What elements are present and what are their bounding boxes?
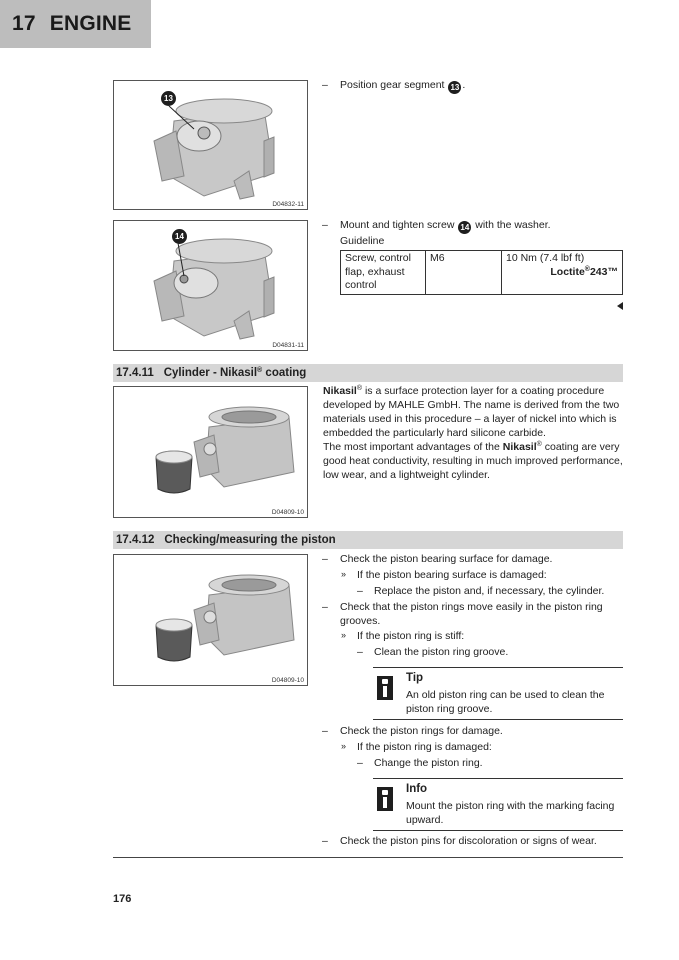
- step-symbol: »: [341, 569, 347, 579]
- step-text: If the piston ring is damaged:: [357, 741, 492, 753]
- step-text: Check the piston bearing surface for damage.: [340, 553, 553, 565]
- step-mount-screw: [340, 218, 551, 234]
- figure-cylinder-piston: [113, 554, 308, 686]
- figure-control-screw: [113, 220, 308, 351]
- nikasil-term: Nikasil: [502, 441, 537, 453]
- tip-body: An old piston ring can be used to clean the piston ring groove.: [406, 689, 605, 715]
- registered-mark: ®: [356, 385, 363, 392]
- figure-code: D04809-10: [271, 509, 304, 516]
- step-position-gear: [340, 78, 465, 94]
- step-symbol: –: [322, 725, 328, 737]
- callout-13: 13: [161, 91, 176, 106]
- step-text: Check that the piston rings move easily in the piston ring grooves.: [340, 601, 603, 627]
- cylinder-illustration: [114, 81, 308, 210]
- info-body: Mount the piston ring with the marking facing upward.: [406, 800, 615, 826]
- step-text: If the piston ring is stiff:: [357, 630, 465, 642]
- spec-item: Screw, control flap, exhaust control: [341, 251, 426, 295]
- step-text: Replace the piston and, if necessary, the cylinder.: [374, 585, 605, 597]
- step-text: If the piston bearing surface is damaged:: [357, 569, 547, 581]
- step-symbol: –: [322, 601, 328, 613]
- section-title: Cylinder - Nikasil: [163, 367, 258, 379]
- guideline-label: Guideline: [340, 235, 385, 247]
- registered-mark: ®: [536, 441, 542, 448]
- torque-spec-table: [340, 250, 623, 295]
- step-symbol: –: [357, 757, 363, 769]
- paragraph-text: is a surface protection layer for a coating procedure developed by MAHLE GmbH. The name is derived from the two materials used in this procedure – a layer of nickel into which is embedded the particularly hard silicone carbide.: [323, 385, 620, 439]
- adhesive-number: 243™: [589, 265, 618, 278]
- spec-adhesive: [506, 266, 618, 280]
- section-heading-nikasil: [113, 364, 623, 382]
- section-title-tail: coating: [265, 367, 307, 379]
- step-text: Mount and tighten screw: [340, 219, 455, 231]
- nikasil-paragraph-2: [323, 440, 623, 482]
- step-symbol: –: [357, 585, 363, 597]
- step-symbol: –: [322, 835, 328, 847]
- section-title: Checking/measuring the piston: [164, 534, 336, 546]
- figure-cylinder-piston: [113, 386, 308, 518]
- step-text-tail: with the washer.: [475, 219, 551, 231]
- callout-14: 14: [458, 221, 471, 234]
- spec-thread: M6: [426, 251, 502, 295]
- adhesive-name: Loctite: [550, 265, 585, 278]
- info-title: Info: [406, 783, 428, 795]
- step-text: Change the piston ring.: [374, 757, 483, 769]
- end-of-procedure-icon: [617, 302, 623, 310]
- nikasil-paragraph-1: [323, 384, 623, 440]
- chapter-header: [0, 0, 151, 48]
- figure-code: D04832-11: [272, 201, 304, 208]
- step-text: Check the piston rings for damage.: [340, 725, 503, 737]
- spec-torque-cell: [502, 251, 623, 295]
- tip-box: [373, 667, 623, 720]
- cylinder-piston-illustration: [114, 387, 308, 518]
- step-text: Clean the piston ring groove.: [374, 646, 509, 658]
- registered-mark: ®: [257, 367, 263, 374]
- step-symbol: –: [322, 553, 328, 565]
- step-text: Check the piston pins for discoloration or signs of wear.: [340, 835, 597, 847]
- step-symbol: »: [341, 741, 347, 751]
- divider: [113, 857, 623, 858]
- section-number: 17.4.11: [116, 367, 154, 379]
- step-dash: –: [322, 219, 328, 231]
- table-row: [341, 251, 623, 295]
- cylinder-illustration: [114, 221, 308, 351]
- callout-14: 14: [172, 229, 187, 244]
- step-text-tail: .: [462, 79, 466, 91]
- step-dash: –: [322, 79, 328, 91]
- figure-code: D04831-11: [272, 342, 304, 349]
- tip-title: Tip: [406, 672, 424, 684]
- section-number: 17.4.12: [116, 534, 155, 546]
- page-number: 176: [113, 893, 132, 905]
- info-box: [373, 778, 623, 831]
- nikasil-term: Nikasil: [323, 385, 357, 397]
- registered-mark: ®: [584, 265, 590, 273]
- spec-torque: 10 Nm (7.4 lbf ft): [506, 252, 585, 264]
- paragraph-text: coating are very good heat conductivity, resulting in much improved performance, low wear, and a lightweight cylinder.: [323, 441, 623, 481]
- step-text: Position gear segment: [340, 79, 445, 91]
- step-symbol: »: [341, 630, 347, 640]
- step-symbol: –: [357, 646, 363, 658]
- chapter-number: 17: [12, 12, 36, 35]
- info-icon: [377, 787, 393, 811]
- callout-13: 13: [448, 81, 461, 94]
- info-icon: [377, 676, 393, 700]
- section-heading-piston: [113, 531, 623, 549]
- cylinder-piston-illustration: [114, 555, 308, 686]
- figure-code: D04809-10: [271, 677, 304, 684]
- chapter-title: ENGINE: [49, 12, 132, 35]
- paragraph-text: The most important advantages of the: [323, 441, 500, 453]
- figure-gear-segment: [113, 80, 308, 210]
